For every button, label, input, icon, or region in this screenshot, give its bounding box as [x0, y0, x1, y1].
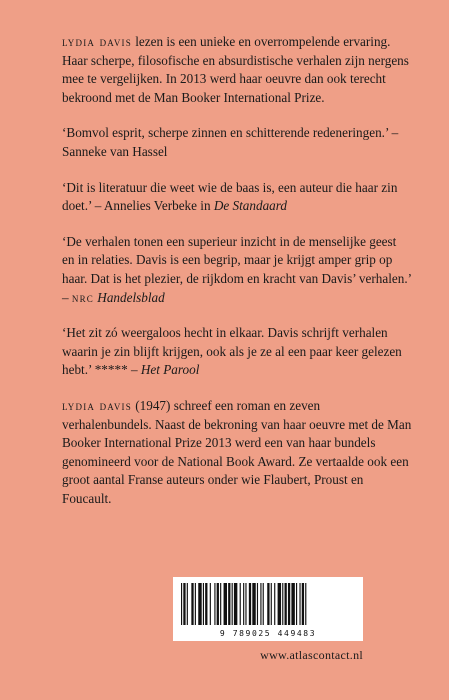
barcode-bar [257, 583, 258, 625]
barcode-digits: 9 789025 449483 [219, 629, 317, 638]
barcode-bar [288, 583, 290, 625]
quote-nrc [62, 233, 412, 307]
bio-text: (1947) schreef een roman en zeven verhalenbundels. Naast de bekroning van haar oeuvre met de Man Booker International Prize 2013 werd een van haar bundels genomineerd voor de National Book Award. Ze vertaalde ook een groot aantal Franse auteurs onder wie Flaubert, Proust en Foucault. [62, 397, 412, 506]
barcode-bar [285, 583, 287, 625]
quote-text: ‘Het zit zó weergaloos hecht in elkaar. Davis schrijft verhalen waarin je zin blijft krijgen, ook als je ze al een paar keer gelezen hebt.’ ***** – [62, 325, 402, 378]
barcode-bar [302, 583, 304, 625]
quote-text: ‘Bomvol esprit, scherpe zinnen en schitterende redeneringen.’ – Sanneke van Hassel [62, 125, 399, 159]
intro-paragraph [62, 33, 412, 107]
barcode-bar [191, 583, 193, 625]
barcode-bar [187, 583, 188, 625]
barcode-bar [278, 583, 281, 625]
barcode-bar [296, 583, 297, 625]
barcode-bar [243, 583, 244, 625]
quote-hassel [62, 124, 412, 161]
isbn-barcode [173, 577, 363, 641]
quote-text: ‘De verhalen tonen een superieur inzicht in de menselijke geest en in relaties. Davis is een begrip, maar je krijgt amper grip op haar. Dat is het plezier, de rijkdom en kracht van Davis’ verhalen.’ – [62, 233, 412, 305]
barcode-bar [198, 583, 201, 625]
barcode-bar [183, 583, 185, 625]
barcode-bar [252, 583, 255, 625]
barcode-bar [271, 583, 272, 625]
barcode-bar [240, 583, 241, 625]
barcode-bar [181, 583, 182, 625]
barcode-bars [181, 583, 355, 625]
quote-parool [62, 324, 412, 380]
barcode-bar [224, 583, 227, 625]
publisher-website: www.atlascontact.nl [260, 648, 363, 662]
blurb-text [62, 33, 412, 525]
barcode-bar [228, 583, 230, 625]
barcode-bar [291, 583, 294, 625]
barcode-bar [205, 583, 207, 625]
barcode-bar [203, 583, 204, 625]
author-name: lydia davis [62, 34, 132, 49]
barcode-bar [274, 583, 275, 625]
barcode-bar [267, 583, 269, 625]
quote-source: Het Parool [140, 362, 200, 378]
barcode-bar [260, 583, 261, 625]
quote-source: Handelsblad [94, 289, 165, 305]
barcode-bar [210, 583, 211, 625]
barcode-bar [305, 583, 306, 625]
bio-paragraph [62, 397, 412, 509]
barcode-bar [195, 583, 196, 625]
barcode-bar [299, 583, 300, 625]
intro-text: lezen is een unieke en overrompelende ervaring. Haar scherpe, filosofische en absurdistische verhalen zijn nergens mee te vergelijken. In 2013 werd haar oeuvre dan ook terecht bekroond met de Man Booker International Prize. [62, 34, 409, 105]
barcode-bar [263, 583, 264, 625]
barcode-bar [245, 583, 246, 625]
barcode-bar [217, 583, 219, 625]
author-name: lydia davis [62, 397, 132, 413]
barcode-bar [220, 583, 221, 625]
quote-source-abbrev: nrc [71, 289, 94, 305]
barcode-bar [232, 583, 233, 625]
barcode-bar [214, 583, 215, 625]
barcode-bar [234, 583, 237, 625]
quote-text: ‘Dit is literatuur die weet wie de baas is, een auteur die haar zin doet.’ – Annelies Verbeke in [62, 179, 398, 214]
quote-source: De Standaard [213, 198, 287, 214]
quote-verbeke [62, 179, 412, 216]
barcode-bar [282, 583, 283, 625]
barcode-bar [249, 583, 251, 625]
